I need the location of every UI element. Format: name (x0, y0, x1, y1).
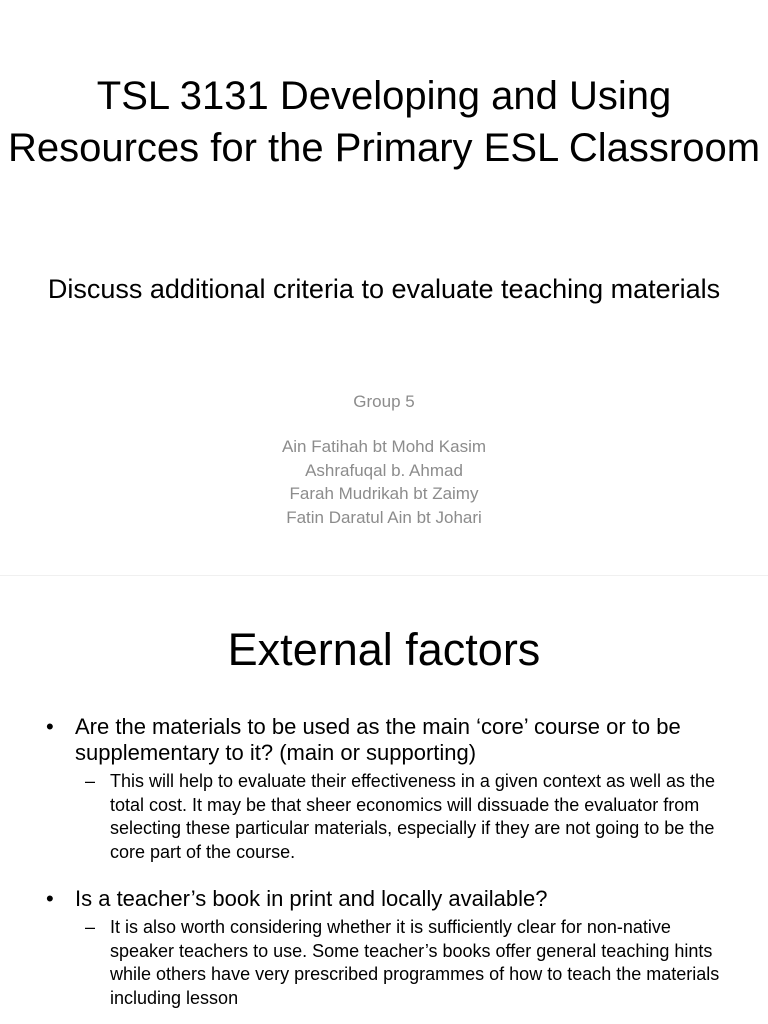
presentation-title: TSL 3131 Developing and Using Resources for the Primary ESL Classroom (7, 74, 761, 170)
member-name: Ain Fatihah bt Mohd Kasim (281, 437, 487, 456)
bullet-text: Is a teacher’s book in print and locally available? (75, 886, 548, 911)
bullet-marker-icon: • (46, 714, 54, 739)
sub-bullet-list (85, 916, 736, 1010)
bullet-text: Are the materials to be used as the main ‘core’ course or to be supplementary to it? (main or supporting) (75, 714, 681, 765)
sub-bullet-text: This will help to evaluate their effectiveness in a given context as well as the total cost. It may be that sheer economics will dissuade the evaluator from selecting these particular materials, especially if they are not going to be the core part of the course. (110, 771, 715, 862)
sub-bullet-list (85, 770, 736, 864)
member-list (0, 435, 768, 529)
presentation-subtitle: Discuss additional criteria to evaluate teaching materials (47, 274, 721, 304)
bullet-marker-icon: • (46, 886, 54, 911)
bullet-list (46, 714, 736, 1024)
member-name: Farah Mudrikah bt Zaimy (289, 484, 479, 503)
member-name: Ashrafuqal b. Ahmad (305, 460, 463, 480)
group-label: Group 5 (353, 392, 415, 411)
sub-bullet-text: It is also worth considering whether it is sufficiently clear for non-native speaker teachers to use. Some teacher’s books offer general teaching hints while others have very prescribed programmes of how to teach the materials including lesson (110, 917, 720, 1008)
sub-bullet-item (85, 916, 736, 1010)
slide-heading: External factors (227, 624, 541, 675)
content-slide (0, 576, 768, 1024)
sub-bullet-item (85, 770, 736, 864)
bullet-item (46, 886, 736, 1010)
dash-marker-icon: – (85, 917, 96, 937)
bullet-item (46, 714, 736, 864)
dash-marker-icon: – (85, 771, 96, 791)
member-name: Fatin Daratul Ain bt Johari (286, 507, 482, 527)
